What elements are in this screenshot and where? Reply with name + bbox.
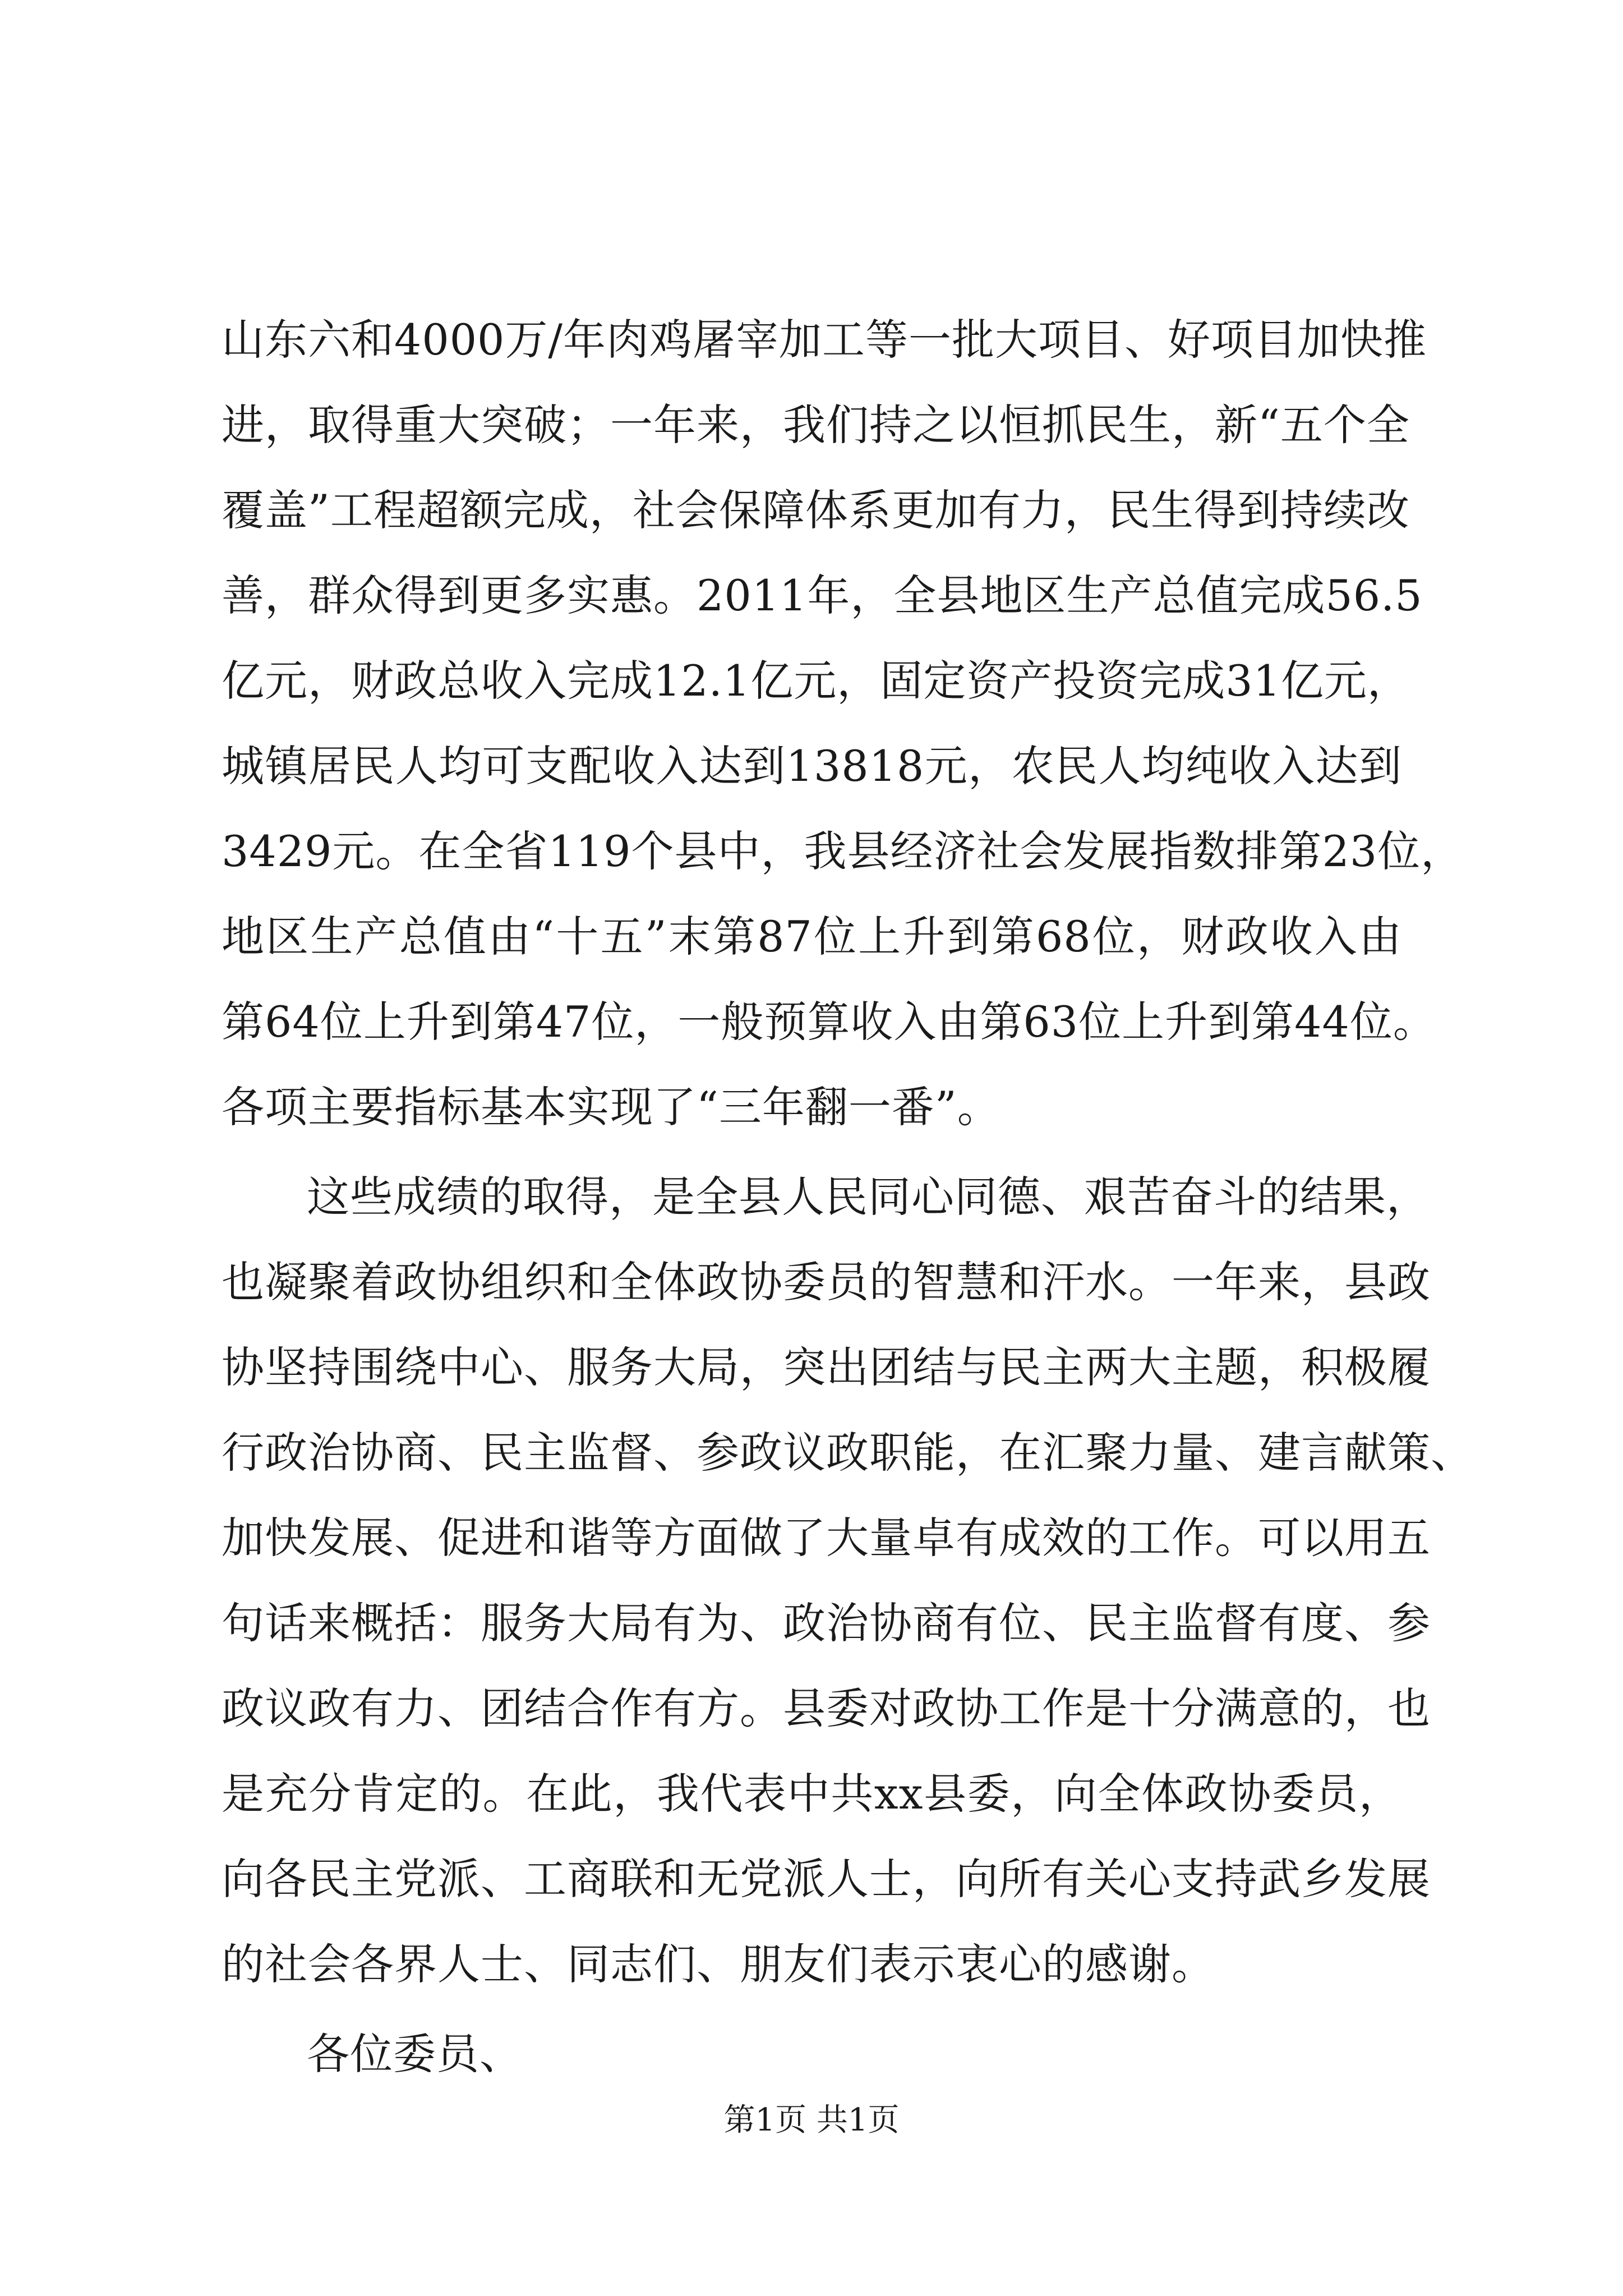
- text-line: 是充分肯定的。在此，我代表中共xx县委，向全体政协委员，: [222, 1769, 1402, 1819]
- text-line: 地区生产总值由“十五”末第87位上升到第68位，财政收入由: [222, 912, 1402, 961]
- text-line: 这些成绩的取得，是全县人民同心同德、艰苦奋斗的结果，: [307, 1172, 1430, 1222]
- text-line: 加快发展、促进和谐等方面做了大量卓有成效的工作。可以用五: [222, 1513, 1431, 1563]
- text-line: 第64位上升到第47位，一般预算收入由第63位上升到第44位。: [222, 997, 1436, 1047]
- text-line: 行政治协商、民主监督、参政议政职能，在汇聚力量、建言献策、: [222, 1428, 1474, 1478]
- text-line: 亿元，财政总收入完成12.1亿元，固定资产投资完成31亿元，: [222, 656, 1410, 706]
- text-line: 政议政有力、团结合作有方。县委对政协工作是十分满意的，也: [222, 1683, 1431, 1733]
- paragraph-1: [222, 297, 1464, 1150]
- text-line: 各项主要指标基本实现了“三年翻一番”。: [222, 1082, 1000, 1132]
- text-line: 山东六和4000万/年肉鸡屠宰加工等一批大项目、好项目加快推: [222, 315, 1427, 365]
- paragraph-3: [222, 2012, 1402, 2097]
- text-line: 城镇居民人均可支配收入达到13818元，农民人均纯收入达到: [222, 741, 1402, 791]
- text-line: 协坚持围绕中心、服务大局，突出团结与民主两大主题，积极履: [222, 1342, 1431, 1392]
- text-line: 进，取得重大突破；一年来，我们持之以恒抓民生，新“五个全: [222, 400, 1410, 450]
- page-footer: [0, 2101, 1623, 2140]
- page-number: 第1页 共1页: [723, 2102, 900, 2138]
- document-body: [222, 297, 1474, 2097]
- text-line: 覆盖”工程超额完成，社会保障体系更加有力，民生得到持续改: [222, 485, 1410, 535]
- text-line: 也凝聚着政协组织和全体政协委员的智慧和汗水。一年来，县政: [222, 1257, 1431, 1307]
- text-line: 各位委员、: [307, 2029, 523, 2079]
- text-line: 3429元。在全省119个县中，我县经济社会发展指数排第23位，: [222, 826, 1464, 876]
- text-line: 的社会各界人士、同志们、朋友们表示衷心的感谢。: [222, 1939, 1215, 1989]
- paragraph-2: [222, 1154, 1474, 2007]
- text-line: 善，群众得到更多实惠。2011年，全县地区生产总值完成56.5: [222, 570, 1423, 620]
- text-line: 句话来概括：服务大局有为、政治协商有位、民主监督有度、参: [222, 1598, 1431, 1648]
- text-line: 向各民主党派、工商联和无党派人士，向所有关心支持武乡发展: [222, 1854, 1431, 1904]
